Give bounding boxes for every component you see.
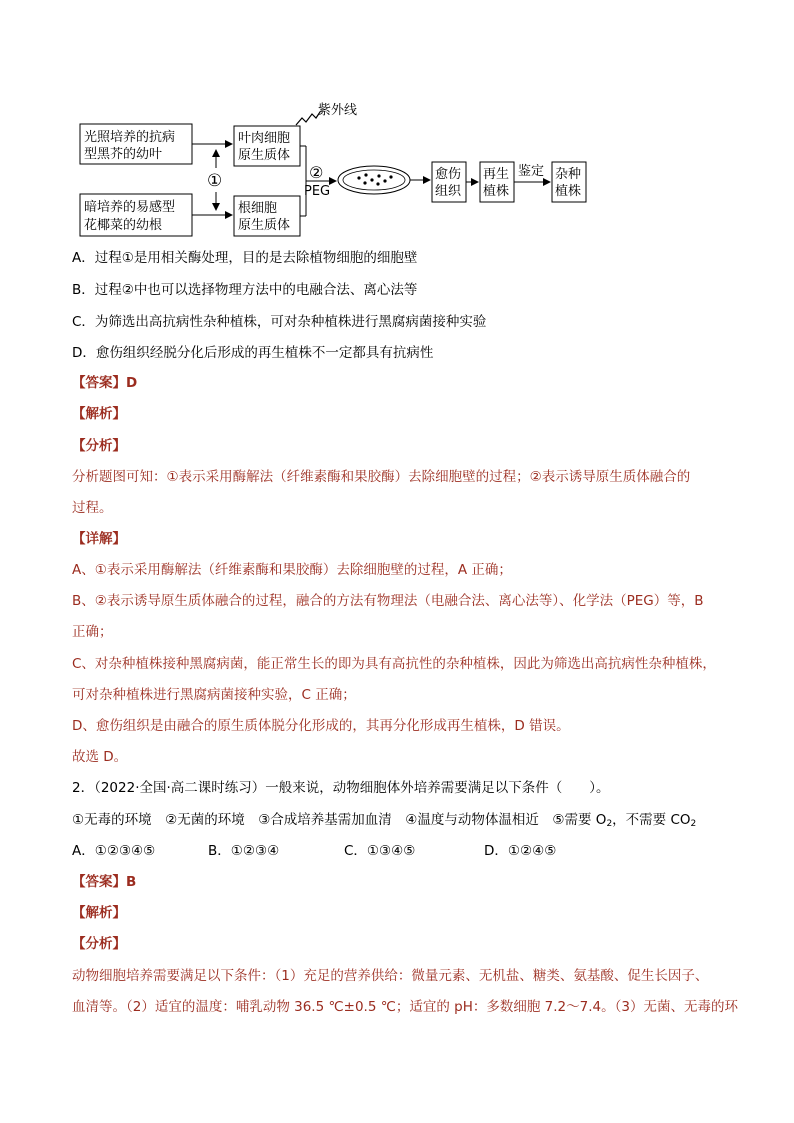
q1-analysis-1: 分析题图可知：①表示采用酶解法（纤维素酶和果胶酶）去除细胞壁的过程；②表示诱导原生质体融合的 bbox=[72, 469, 691, 485]
box-dark-root-text-2: 花椰菜的幼根 bbox=[84, 218, 163, 233]
box-callus-text-2: 组织 bbox=[435, 184, 462, 199]
q1-analysis-2: 过程。 bbox=[72, 500, 113, 516]
q1-option-d: D．愈伤组织经脱分化后形成的再生植株不一定都具有抗病性 bbox=[72, 345, 434, 361]
petri-dish-cells bbox=[357, 173, 392, 185]
box-root-text-1: 根细胞 bbox=[238, 201, 278, 216]
q2-conditions-part-1: ①无毒的环境 ②无菌的环境 ③合成培养基需加血清 ④温度与动物体温相近 ⑤需要 O bbox=[72, 812, 607, 828]
q2-analysis-2: 血清等。（2）适宜的温度：哺乳动物 36.5 ℃±0.5 ℃；适宜的 pH：多数细胞 7.2～7.4。（3）无菌、无毒的环 bbox=[72, 999, 738, 1015]
identify-label: 鉴定 bbox=[518, 164, 545, 179]
uv-zigzag bbox=[296, 112, 320, 125]
q1-jiexi-tag: 【解析】 bbox=[72, 406, 126, 422]
step-2-label: ② bbox=[309, 163, 324, 182]
q2-jiexi-tag: 【解析】 bbox=[72, 905, 126, 921]
box-mesophyll-text-2: 原生质体 bbox=[238, 148, 291, 163]
protoplast-fusion-diagram bbox=[0, 90, 794, 250]
box-root-text-2: 原生质体 bbox=[238, 218, 291, 233]
q2-option-d: D．①②④⑤ bbox=[484, 843, 557, 859]
q1-detail-b-1: B、②表示诱导原生质体融合的过程，融合的方法有物理法（电融合法、离心法等）、化学法（PEG）等，B bbox=[72, 593, 704, 609]
box-dark-root-text-1: 暗培养的易感型 bbox=[84, 200, 176, 215]
box-regen-text-2: 植株 bbox=[483, 184, 510, 199]
q1-detail-c-2: 可对杂种植株进行黑腐病菌接种实验，C 正确； bbox=[72, 687, 356, 703]
q1-choose: 故选 D。 bbox=[72, 749, 128, 765]
step-1-label: ① bbox=[207, 171, 223, 191]
box-callus-text-1: 愈伤 bbox=[435, 167, 462, 182]
box-mesophyll-text-1: 叶肉细胞 bbox=[238, 131, 291, 146]
q2-option-b: B．①②③④ bbox=[208, 843, 280, 859]
q1-detail-c-1: C、对杂种植株接种黑腐病菌，能正常生长的即为具有高抗性的杂种植株，因此为筛选出高抗病性杂种植株， bbox=[72, 656, 716, 672]
q2-answer: 【答案】B bbox=[72, 874, 137, 890]
q1-option-b: B．过程②中也可以选择物理方法中的电融合法、离心法等 bbox=[72, 282, 418, 298]
q1-option-c: C．为筛选出高抗病性杂种植株，可对杂种植株进行黑腐病菌接种实验 bbox=[72, 314, 487, 330]
q1-detail-b-2: 正确； bbox=[72, 624, 113, 640]
peg-label: PEG bbox=[304, 184, 331, 199]
box-hybrid-text-1: 杂种 bbox=[555, 167, 582, 182]
q2-analysis-1: 动物细胞培养需要满足以下条件：（1）充足的营养供给：微量元素、无机盐、糖类、氨基酸、促生长因子、 bbox=[72, 968, 709, 984]
box-regen-text-1: 再生 bbox=[483, 167, 510, 182]
uv-label: 紫外线 bbox=[318, 103, 358, 118]
q1-detail-d: D、愈伤组织是由融合的原生质体脱分化形成的，其再分化形成再生植株，D 错误。 bbox=[72, 718, 570, 734]
box-hybrid-text-2: 植株 bbox=[555, 184, 582, 199]
q2-option-c: C．①③④⑤ bbox=[344, 843, 416, 859]
q2-stem: 2．（2022·全国·高二课时练习）一般来说，动物细胞体外培养需要满足以下条件（ ）。 bbox=[72, 780, 610, 796]
q1-option-a: A．过程①是用相关酶处理，目的是去除植物细胞的细胞壁 bbox=[72, 250, 418, 266]
box-light-leaf-text-1: 光照培养的抗病 bbox=[84, 130, 176, 145]
box-light-leaf-text-2: 型黑芥的幼叶 bbox=[84, 147, 163, 162]
q1-xiangjie-tag: 【详解】 bbox=[72, 531, 126, 547]
q2-fenxi-tag: 【分析】 bbox=[72, 936, 126, 952]
q1-answer: 【答案】D bbox=[72, 375, 138, 391]
q1-fenxi-tag: 【分析】 bbox=[72, 438, 126, 454]
q2-option-a: A．①②③④⑤ bbox=[72, 843, 156, 859]
q2-conditions bbox=[72, 810, 696, 834]
q2-conditions-part-2: ，不需要 CO bbox=[612, 812, 691, 828]
q2-co2-subscript: 2 bbox=[690, 819, 697, 829]
q1-detail-a: A、①表示采用酶解法（纤维素酶和果胶酶）去除细胞壁的过程，A 正确； bbox=[72, 562, 512, 578]
q2-o2-subscript: 2 bbox=[606, 819, 613, 829]
